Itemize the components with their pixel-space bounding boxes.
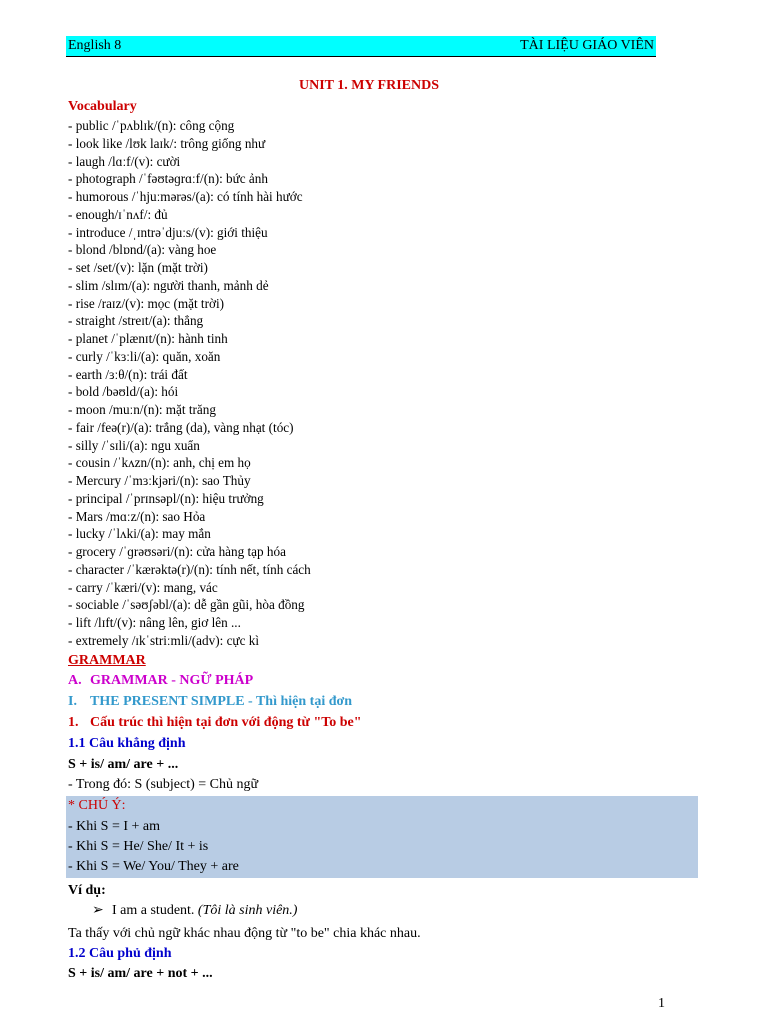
vocab-item: - laugh /lɑːf/(v): cười <box>68 153 181 169</box>
example-item <box>92 902 297 919</box>
header-subject: English 8 <box>68 38 122 53</box>
example-heading: Ví dụ: <box>68 883 106 898</box>
vocab-item: - planet /ˈplænɪt/(n): hành tinh <box>68 331 228 346</box>
vocab-item: - photograph /ˈfəʊtəɡrɑːf/(n): bức ảnh <box>68 171 268 187</box>
vocab-item: - lift /lɪft/(v): nâng lên, giơ lên ... <box>68 615 241 630</box>
vocab-item: - extremely /ɪkˈstriːmli/(adv): cực kì <box>68 632 259 648</box>
vocab-item: - set /set/(v): lặn (mặt trời) <box>68 260 208 275</box>
vocab-item: - enough/ɪˈnʌf/: đủ <box>68 206 168 222</box>
affirmative-heading: 1.1 Câu khẳng định <box>68 736 186 751</box>
section-i-heading <box>68 694 352 710</box>
vocab-item: - public /ˈpʌblɪk/(n): công cộng <box>68 118 235 133</box>
vocab-item: - silly /ˈsɪli/(a): ngu xuẩn <box>68 437 200 453</box>
vocab-item: - humorous /ˈhjuːmərəs/(a): có tính hài hước <box>68 189 303 204</box>
subject-note: - Trong đó: S (subject) = Chủ ngữ <box>68 777 259 792</box>
vocab-item: - lucky /ˈlʌki/(a): may mắn <box>68 526 211 542</box>
section-1-heading <box>68 715 362 731</box>
section-1-number: 1. <box>68 715 79 730</box>
vocabulary-list <box>68 117 311 650</box>
note-title: * CHÚ Ý: <box>68 798 126 813</box>
negative-formula: S + is/ am/ are + not + ... <box>68 966 213 981</box>
vocab-item: - introduce /ˌɪntrəˈdjuːs/(v): giới thiệu <box>68 224 268 240</box>
vocab-item: - Mercury /ˈmɜːkjəri/(n): sao Thủy <box>68 473 251 488</box>
section-a-heading <box>68 673 253 689</box>
section-i-number: I. <box>68 694 77 709</box>
vocab-item: - blond /blɒnd/(a): vàng hoe <box>68 242 217 258</box>
vocab-item: - fair /feə(r)/(a): trắng (da), vàng nhạt (tóc) <box>68 419 294 435</box>
unit-title: UNIT 1. MY FRIENDS <box>298 78 439 93</box>
page-number: 1 <box>658 996 665 1011</box>
example-translation: (Tôi là sinh viên.) <box>197 903 298 918</box>
note-line: - Khi S = We/ You/ They + are <box>68 859 239 874</box>
section-i-text: THE PRESENT SIMPLE - Thì hiện tại đơn <box>90 694 353 709</box>
vocab-item: - rise /raɪz/(v): mọc (mặt trời) <box>68 295 225 311</box>
header-doc-type: TÀI LIỆU GIÁO VIÊN <box>520 38 654 53</box>
observation-text: Ta thấy với chủ ngữ khác nhau động từ "to be" chia khác nhau. <box>68 926 421 941</box>
section-1-text: Cấu trúc thì hiện tại đơn với động từ "To be" <box>90 715 362 730</box>
vocab-item: - moon /muːn/(n): mặt trăng <box>68 402 216 417</box>
vocab-item: - sociable /ˈsəʊʃəbl/(a): dễ gần gũi, hòa đồng <box>68 597 305 613</box>
vocab-item: - look like /lʊk laɪk/: trông giống như <box>68 135 266 151</box>
note-line: - Khi S = I + am <box>68 819 161 834</box>
vocab-item: - earth /ɜːθ/(n): trái đất <box>68 366 188 382</box>
vocab-item: - straight /streɪt/(a): thẳng <box>68 313 204 329</box>
vocab-item: - character /ˈkærəktə(r)/(n): tính nết, tính cách <box>68 561 311 577</box>
arrow-bullet-icon: ➢ <box>92 903 104 918</box>
grammar-heading: GRAMMAR <box>68 653 146 668</box>
example-sentence: I am a student. <box>112 903 195 918</box>
section-a-number: A. <box>68 673 82 688</box>
note-box <box>66 796 698 878</box>
vocab-item: - cousin /ˈkʌzn/(n): anh, chị em họ <box>68 455 251 471</box>
vocab-item: - slim /slɪm/(a): người thanh, mảnh dẻ <box>68 277 269 293</box>
vocab-item: - carry /ˈkæri/(v): mang, vác <box>68 579 218 595</box>
vocab-item: - bold /bəʊld/(a): hói <box>68 384 179 400</box>
note-line: - Khi S = He/ She/ It + is <box>68 839 209 854</box>
affirmative-formula: S + is/ am/ are + ... <box>68 757 179 772</box>
section-a-text: GRAMMAR - NGỮ PHÁP <box>90 673 254 688</box>
vocab-item: - principal /ˈprɪnsəpl/(n): hiệu trưởng <box>68 490 264 506</box>
negative-heading: 1.2 Câu phủ định <box>68 946 172 961</box>
vocab-item: - Mars /mɑːz/(n): sao Hỏa <box>68 508 206 524</box>
vocab-item: - curly /ˈkɜːli/(a): quăn, xoăn <box>68 348 221 364</box>
vocabulary-heading: Vocabulary <box>68 99 137 114</box>
page-header <box>66 36 656 57</box>
vocab-item: - grocery /ˈɡrəʊsəri/(n): cửa hàng tạp hóa <box>68 544 286 559</box>
